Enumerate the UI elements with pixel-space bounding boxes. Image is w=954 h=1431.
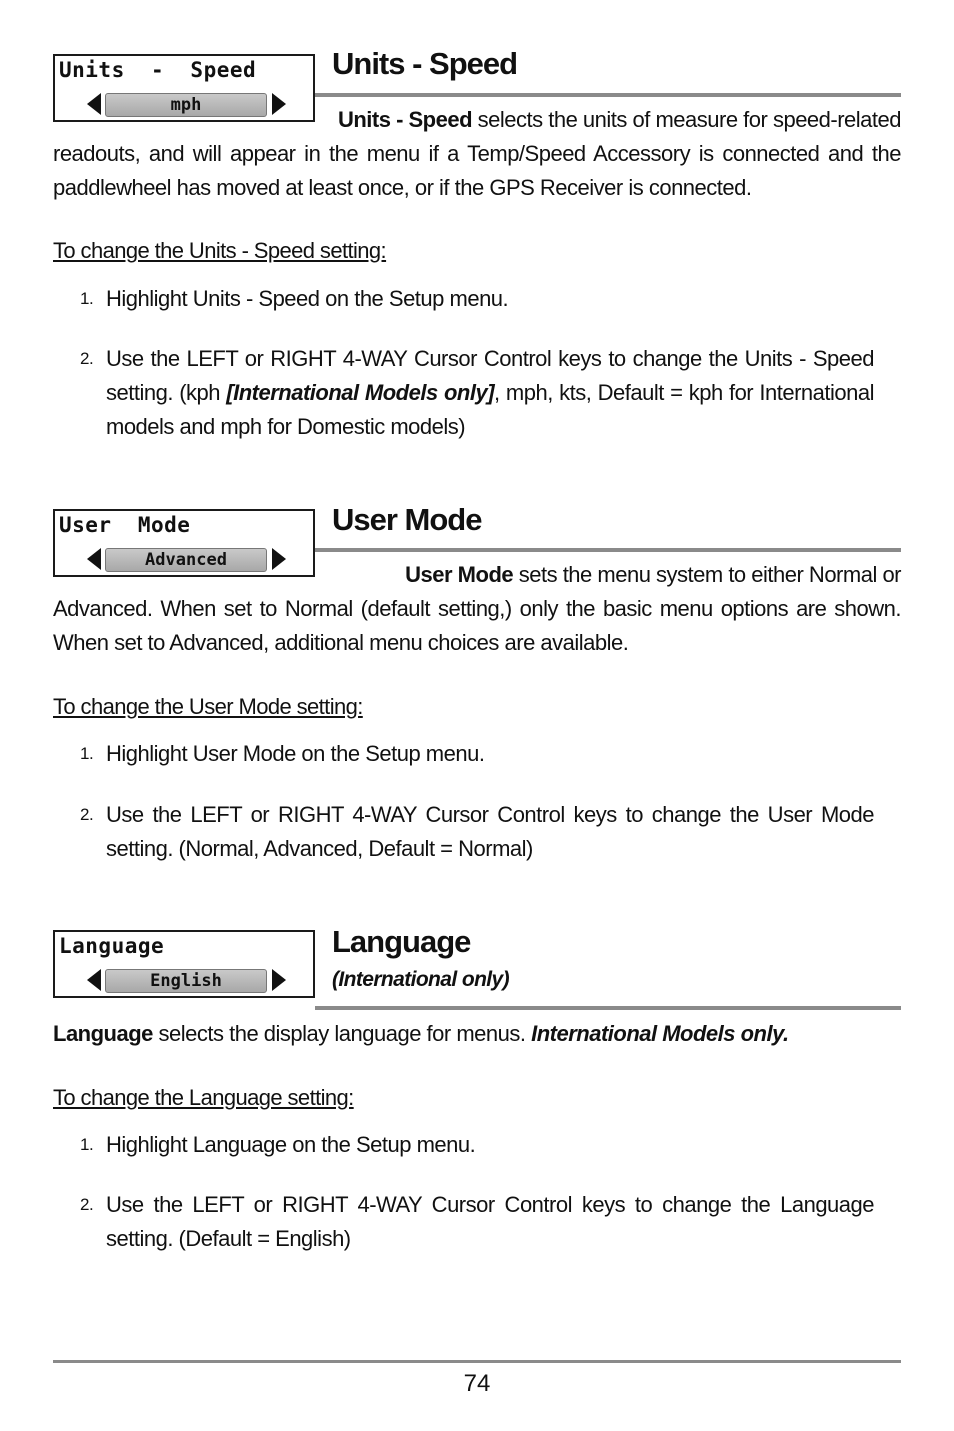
language-step-1	[80, 1128, 874, 1162]
units-speed-heading: Units - Speed	[332, 46, 518, 81]
user-mode-step-1	[80, 737, 874, 771]
page-number: 74	[463, 1370, 491, 1397]
units-speed-step-2	[80, 342, 874, 444]
step-number: 2.	[80, 805, 94, 824]
user-mode-step-2	[80, 798, 874, 866]
units-speed-intro-rest: readouts, and will appear in the menu if a Temp/Speed Accessory is connected and the paddlewheel has moved at least once, or if the GPS Receiver is connected.	[53, 141, 901, 200]
user-mode-heading-rule	[315, 548, 901, 552]
language-intro-italic: International Models only.	[531, 1021, 789, 1046]
step-number: 1.	[80, 289, 94, 308]
user-mode-intro-text: sets the menu system to either Normal or	[513, 562, 901, 587]
user-mode-subheading: To change the User Mode setting:	[53, 694, 363, 719]
user-mode-menu-widget	[53, 509, 315, 577]
step-text-part: Use the LEFT or RIGHT 4-WAY Cursor Control keys to change the Units - Speed setting. (kph	[106, 346, 874, 405]
units-speed-intro-text: selects the units of measure for speed-related	[472, 107, 901, 132]
units-speed-step-1	[80, 282, 874, 316]
language-subtitle: (International only)	[332, 968, 510, 991]
language-heading-rule	[315, 1006, 901, 1010]
language-widget-label: Language	[59, 934, 165, 958]
step-text-emphasis: [International Models only]	[226, 380, 495, 405]
units-speed-subheading: To change the Units - Speed setting:	[53, 238, 387, 263]
language-heading: Language	[332, 924, 471, 959]
units-speed-widget-value: mph	[105, 93, 267, 117]
units-speed-widget-label: Units - Speed	[59, 58, 257, 82]
language-menu-widget	[53, 930, 315, 998]
step-number: 2.	[80, 349, 94, 368]
right-arrow-icon	[272, 93, 286, 115]
user-mode-intro-bold: User Mode	[405, 562, 514, 587]
language-intro-text: selects the display language for menus.	[152, 1021, 532, 1046]
language-intro-bold: Language	[53, 1021, 153, 1046]
language-step-2	[80, 1188, 874, 1256]
step-text: Highlight Language on the Setup menu.	[106, 1132, 476, 1157]
right-arrow-icon	[272, 969, 286, 991]
step-number: 1.	[80, 1135, 94, 1154]
units-speed-intro-first-line	[332, 103, 901, 137]
units-speed-intro-bold: Units - Speed	[337, 107, 473, 132]
user-mode-intro-first-line	[332, 558, 901, 592]
left-arrow-icon	[87, 548, 101, 570]
step-text: Use the LEFT or RIGHT 4-WAY Cursor Control keys to change the Language setting. (Default = English)	[106, 1192, 874, 1251]
right-arrow-icon	[272, 548, 286, 570]
step-number: 1.	[80, 744, 94, 763]
left-arrow-icon	[87, 969, 101, 991]
language-widget-value: English	[105, 969, 267, 993]
step-number: 2.	[80, 1195, 94, 1214]
step-text-part: , mph, kts, Default = kph for International models and mph for Domestic models)	[106, 380, 875, 439]
step-text	[106, 342, 874, 444]
footer-rule	[53, 1360, 901, 1363]
units-speed-menu-widget	[53, 54, 315, 122]
language-intro	[53, 1017, 901, 1051]
language-subheading: To change the Language setting:	[53, 1085, 354, 1110]
step-text: Use the LEFT or RIGHT 4-WAY Cursor Control keys to change the User Mode setting. (Normal, Advanced, Default = Normal)	[106, 802, 874, 861]
step-text: Highlight User Mode on the Setup menu.	[106, 741, 485, 766]
step-text: Highlight Units - Speed on the Setup menu.	[106, 286, 509, 311]
units-speed-heading-rule	[315, 93, 901, 97]
user-mode-intro-rest: Advanced. When set to Normal (default setting,) only the basic menu options are shown. When set to Advanced, additional menu choices are available.	[53, 596, 901, 655]
user-mode-widget-value: Advanced	[105, 548, 267, 572]
left-arrow-icon	[87, 93, 101, 115]
user-mode-widget-label: User Mode	[59, 513, 191, 537]
user-mode-heading: User Mode	[332, 502, 482, 537]
